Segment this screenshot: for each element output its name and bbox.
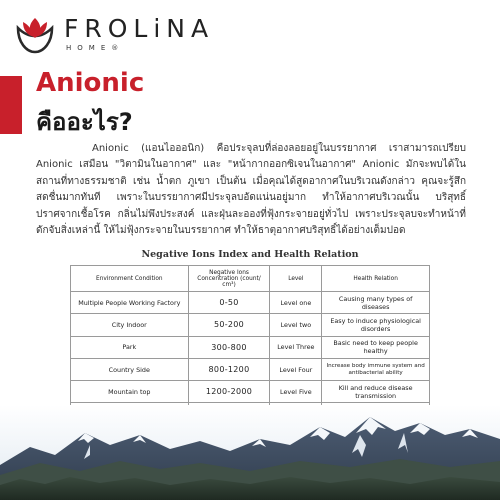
cell-environment: Park xyxy=(71,336,189,358)
cell-environment: Mountain top xyxy=(71,381,189,403)
accent-bar xyxy=(0,76,22,134)
cell-health: Causing many types of diseases xyxy=(322,292,430,314)
cell-environment: City Indoor xyxy=(71,314,189,336)
table-caption: Negative Ions Index and Health Relation xyxy=(141,249,359,260)
cell-health: Basic need to keep people healthy xyxy=(322,336,430,358)
cell-environment: Multiple People Working Factory xyxy=(71,292,189,314)
cell-concentration: 1200-2000 xyxy=(188,381,270,403)
table-header-row xyxy=(71,266,430,292)
cell-health: Kill and reduce disease transmission xyxy=(322,381,430,403)
cell-concentration: 50-200 xyxy=(188,314,270,336)
header-level: Level xyxy=(270,266,322,292)
table-row xyxy=(71,314,430,336)
header-concentration: Negative Ions Concentration (count/ cm³) xyxy=(188,266,270,292)
cell-level: Level one xyxy=(270,292,322,314)
table-row xyxy=(71,336,430,358)
mountain-landscape-image xyxy=(0,405,500,500)
cell-level: Level Three xyxy=(270,336,322,358)
cell-health: Easy to induce physiological disorders xyxy=(322,314,430,336)
brand-subtitle: HOME® xyxy=(66,44,125,52)
description-text: Anionic (แอนไอออนิก) คือประจุลบที่ล่องลอยอยู่ในบรรยากาศ เราสามารถเปรียบ Anionic เสมือน "วิตามินในอากาศ" และ "หน้ากากออกซิเจนในอากาศ" Anionic มักจะพบได้ในสถานที่ทางธรรมชาติ เช่น น้ำตก ภูเขา เป็นต้น เมื่อคุณได้สูดอากาศในบริเวณดังกล่าว คุณจะรู้สึกสดชื่นมากทันที เพราะในบรรยากาศมีประจุลบอัดแน่นอยู่มาก ทำให้อากาศบริเวณนั้น บริสุทธิ์ ปราศจากเชื้อโรค กลิ่นไม่พึงประสงค์ และฝุ่นละอองที่ฟุ้งกระจายอยู่ทั่วไป เพราะประจุลบจะทำหน้าที่ดักจับสิ่งเหล่านี้ ให้ไม่ฟุ้งกระจายในบรรยากาศ ทำให้ธาตุอากาศบริสุทธิ์ได้อย่างเต็มปอด xyxy=(36,143,466,237)
cell-concentration: 800-1200 xyxy=(188,358,270,380)
cell-concentration: 300-800 xyxy=(188,336,270,358)
description-paragraph xyxy=(36,141,466,239)
cell-concentration: 0-50 xyxy=(188,292,270,314)
cell-health: Increase body immune system and antibacterial ability xyxy=(322,358,430,380)
page-subtitle: คืออะไร? xyxy=(36,108,133,136)
page-title: Anionic xyxy=(36,68,145,98)
cell-level: Level two xyxy=(270,314,322,336)
cell-environment: Country Side xyxy=(71,358,189,380)
header-health: Health Relation xyxy=(322,266,430,292)
table-row xyxy=(71,292,430,314)
brand-name: FROLiNA xyxy=(64,14,215,43)
table-row xyxy=(71,358,430,380)
frolina-logo-icon xyxy=(14,14,56,54)
header-environment: Environment Condition xyxy=(71,266,189,292)
table-row xyxy=(71,381,430,403)
cell-level: Level Four xyxy=(270,358,322,380)
cell-level: Level Five xyxy=(270,381,322,403)
